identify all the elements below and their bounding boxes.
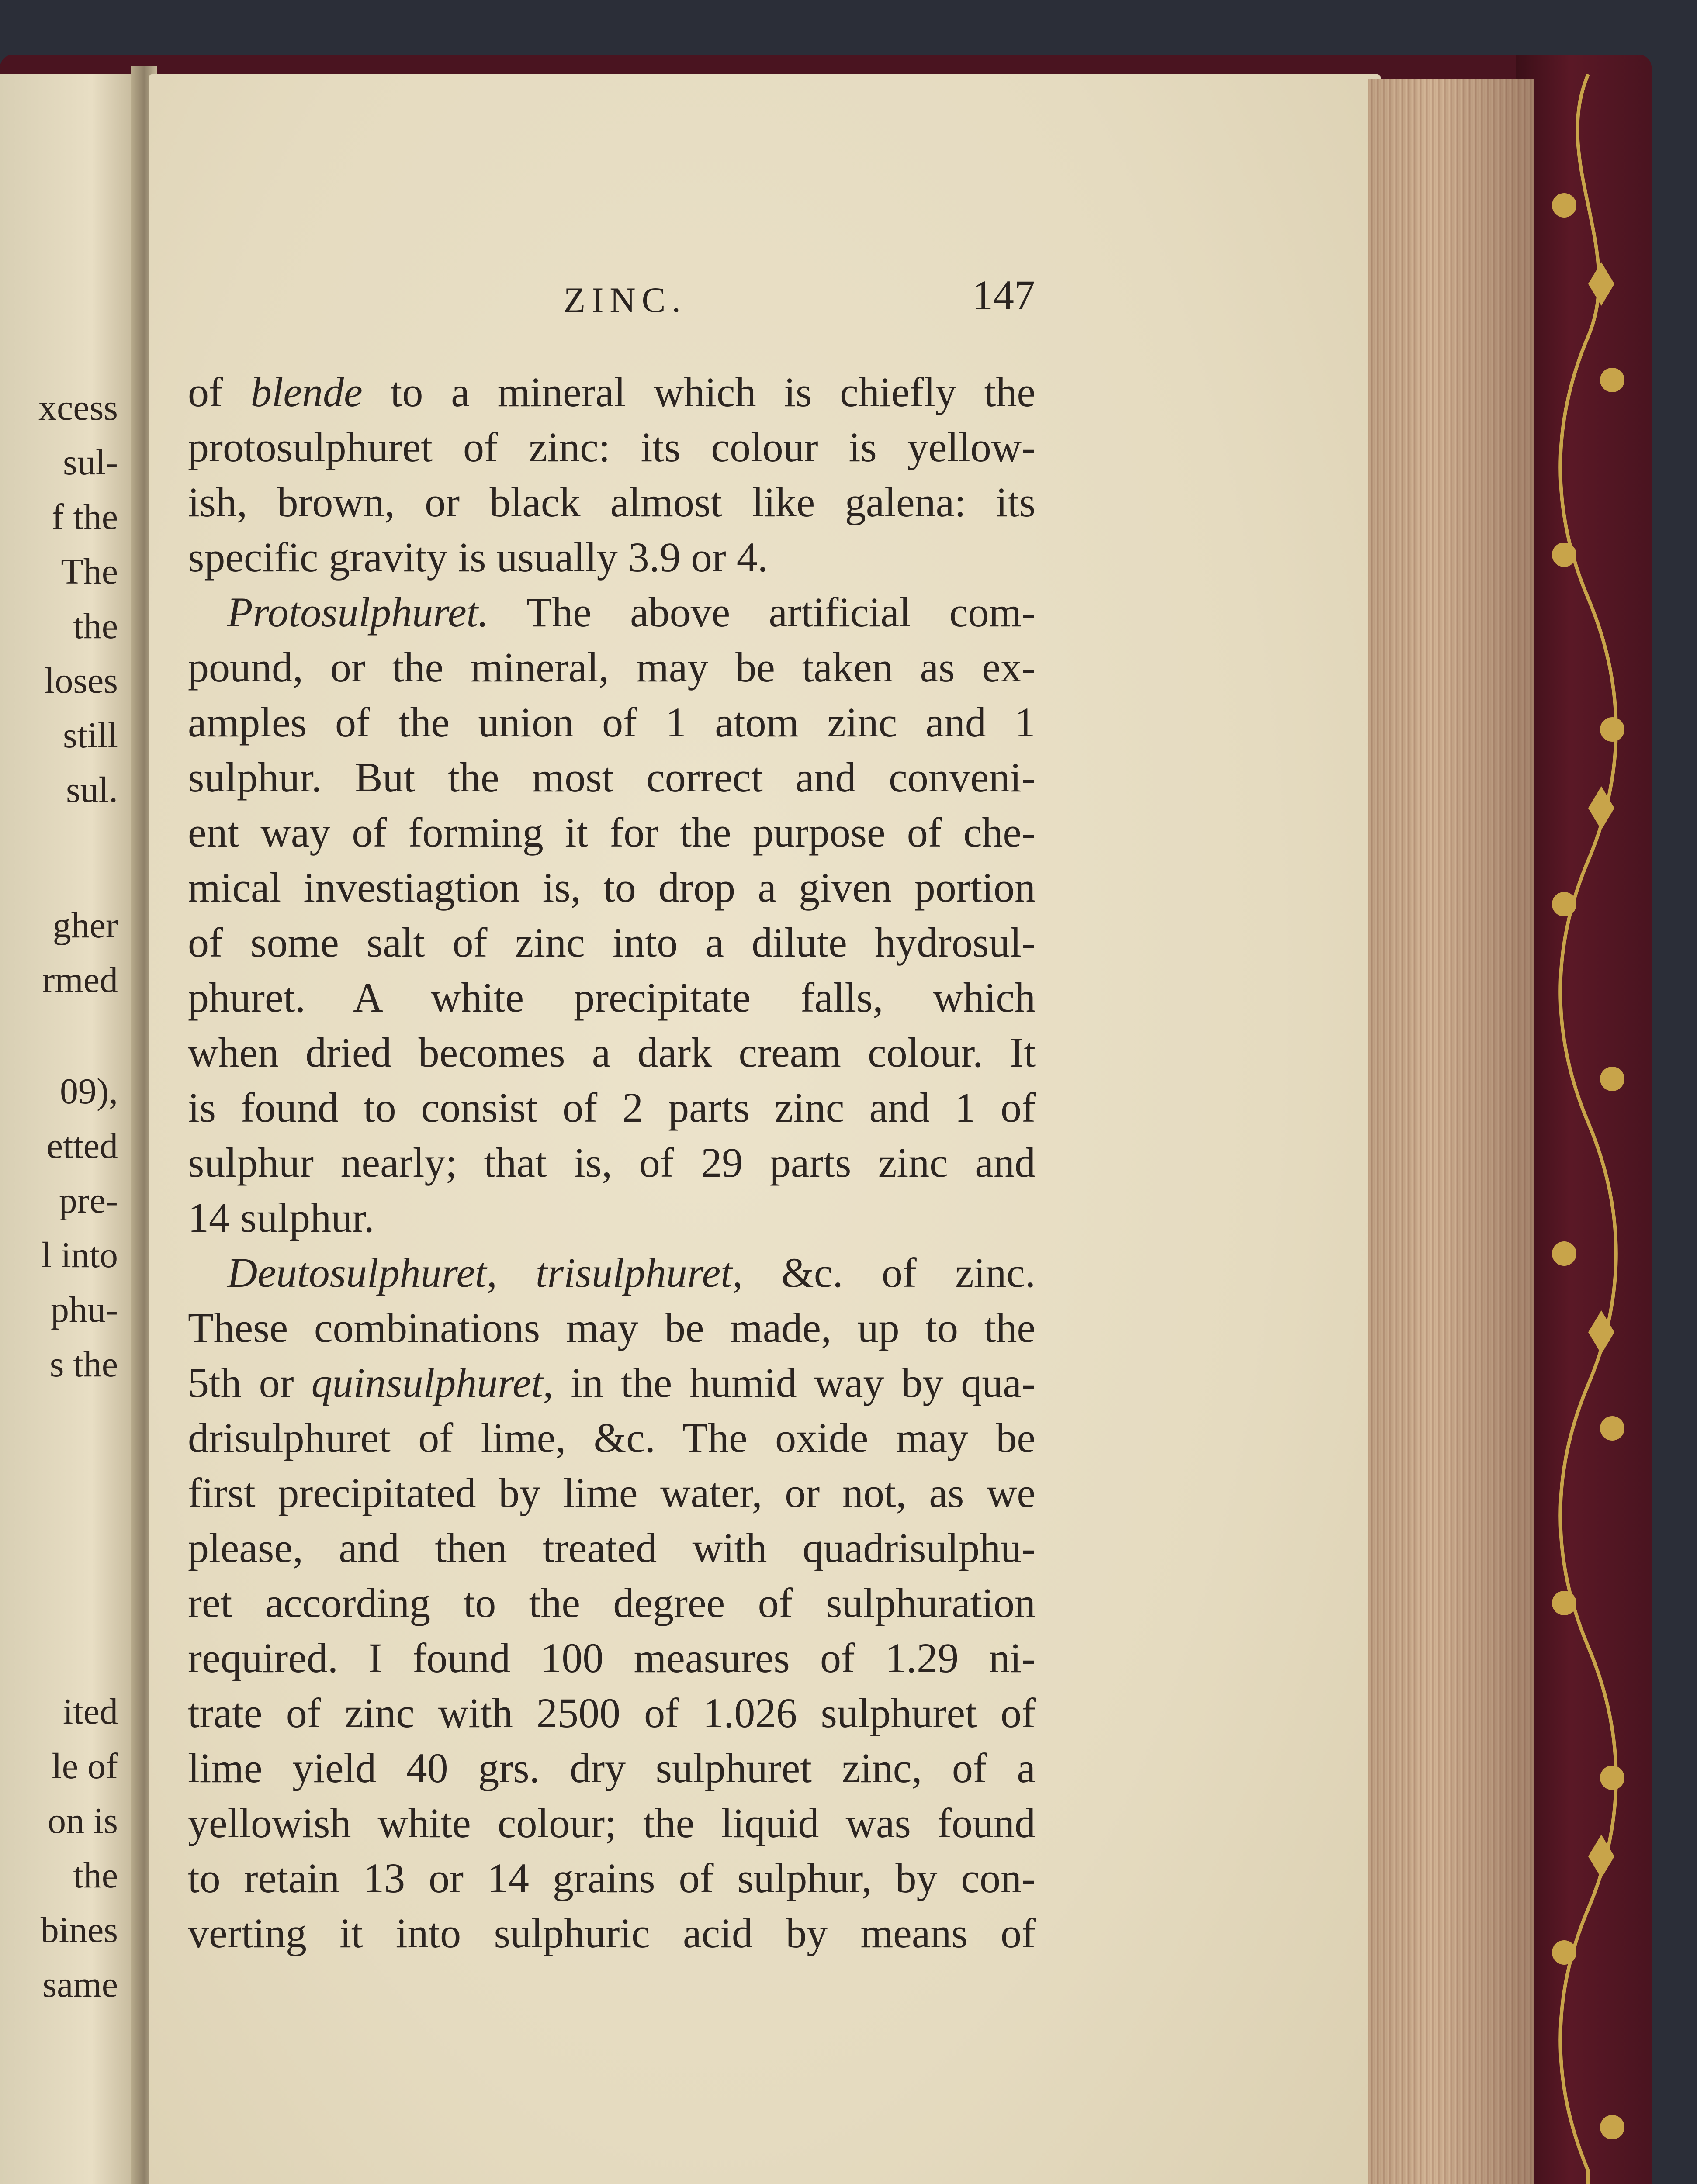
facing-page-line: gher (52, 905, 118, 946)
text-run: to retain 13 or 14 grains of sulphur, by con- (188, 1855, 1036, 1901)
text-line (188, 1906, 1036, 1961)
facing-page-line: le of (52, 1746, 118, 1787)
facing-page-line: the (73, 606, 118, 646)
facing-page-line: The (61, 551, 118, 592)
facing-page-line: rmed (42, 960, 118, 1000)
facing-page-line: s the (49, 1344, 118, 1385)
text-line (188, 585, 1036, 640)
running-head: ZINC. (564, 280, 687, 320)
text-line (188, 475, 1036, 530)
text-line (188, 805, 1036, 860)
text-line (188, 1465, 1036, 1521)
text-line (188, 420, 1036, 475)
facing-page-line: sul. (66, 770, 118, 810)
facing-page-line: ited (63, 1691, 118, 1732)
page-number: 147 (972, 272, 1035, 318)
text-run: specific gravity is usually 3.9 or 4. (188, 534, 768, 581)
text-run: verting it into sulphuric acid by means of (188, 1910, 1036, 1956)
facing-page-left (0, 74, 131, 2184)
text-run: required. I found 100 measures of 1.29 ni- (188, 1635, 1036, 1681)
text-run: phuret. A white precipitate falls, which (188, 974, 1036, 1021)
text-line (188, 640, 1036, 695)
text-line (188, 750, 1036, 805)
text-line (188, 365, 1036, 420)
text-run: protosulphuret of zinc: its colour is yellow- (188, 424, 1036, 470)
text-line (188, 1576, 1036, 1631)
text-run: lime yield 40 grs. dry sulphuret zinc, of a (188, 1745, 1036, 1791)
facing-page-line: same (42, 1964, 118, 2005)
italic-term: Protosulphuret. (227, 589, 489, 636)
text-line (188, 1686, 1036, 1741)
text-run: pound, or the mineral, may be taken as ex- (188, 644, 1036, 691)
text-run: The above artificial com- (488, 589, 1036, 636)
text-run: yellowish white colour; the liquid was found (188, 1800, 1036, 1846)
italic-term: Deutosulphuret, trisulphuret, (227, 1249, 743, 1296)
italic-term: quinsulphuret, (311, 1359, 554, 1406)
text-run: when dried becomes a dark cream colour. It (188, 1029, 1036, 1076)
text-run: first precipitated by lime water, or not, as we (188, 1469, 1036, 1516)
text-line (188, 860, 1036, 915)
text-line (188, 1521, 1036, 1576)
text-run: 5th or (188, 1359, 312, 1406)
text-run: These combinations may be made, up to the (188, 1304, 1036, 1351)
text-run: mical investiagtion is, to drop a given portion (188, 864, 1036, 911)
text-line (188, 1080, 1036, 1135)
text-line (188, 695, 1036, 750)
facing-page-line: 09), (60, 1071, 118, 1112)
text-run: please, and then treated with quadrisulphu- (188, 1524, 1036, 1571)
body-text (188, 365, 1036, 1961)
text-line (188, 530, 1036, 585)
text-line (188, 1025, 1036, 1080)
facing-page-line: phu- (51, 1289, 118, 1330)
text-run: ish, brown, or black almost like galena: its (188, 479, 1036, 525)
facing-page-line: etted (46, 1126, 118, 1166)
facing-page-line: the (73, 1855, 118, 1896)
text-line (188, 1300, 1036, 1355)
text-run: &c. of zinc. (742, 1249, 1036, 1296)
text-run: to a mineral which is chiefly the (362, 369, 1036, 415)
text-line (188, 1355, 1036, 1410)
page-fore-edge-shade (1368, 79, 1534, 2184)
text-run: of (188, 369, 251, 415)
facing-page-line: bines (40, 1910, 118, 1950)
text-line (188, 1796, 1036, 1851)
italic-term: blende (250, 369, 363, 415)
facing-page-line: on is (47, 1800, 118, 1841)
text-run: drisulphuret of lime, &c. The oxide may be (188, 1414, 1036, 1461)
facing-page-line: sul- (63, 442, 118, 483)
text-line (188, 915, 1036, 970)
text-run: ret according to the degree of sulphuration (188, 1579, 1036, 1626)
text-run: amples of the union of 1 atom zinc and 1 (188, 699, 1036, 746)
text-line (188, 1631, 1036, 1686)
text-line (188, 1190, 1036, 1245)
text-line (188, 970, 1036, 1025)
facing-page-line: still (62, 715, 118, 756)
facing-page-line: f the (52, 497, 118, 537)
facing-page-line: pre- (59, 1180, 118, 1221)
text-run: of some salt of zinc into a dilute hydrosul- (188, 919, 1036, 966)
text-run: is found to consist of 2 parts zinc and 1 of (188, 1084, 1036, 1131)
text-line (188, 1410, 1036, 1465)
text-line (188, 1851, 1036, 1906)
facing-page-line: l into (41, 1235, 118, 1275)
text-run: trate of zinc with 2500 of 1.026 sulphuret of (188, 1690, 1036, 1736)
text-run: sulphur. But the most correct and conveni- (188, 754, 1036, 801)
text-line (188, 1135, 1036, 1190)
text-line (188, 1245, 1036, 1300)
text-line (188, 1741, 1036, 1796)
text-run: sulphur nearly; that is, of 29 parts zinc and (188, 1139, 1036, 1186)
text-run: 14 sulphur. (188, 1194, 374, 1241)
text-run: in the humid way by qua- (553, 1359, 1036, 1406)
gilt-floral-border-icon (1538, 74, 1638, 2184)
facing-page-line: xcess (38, 387, 118, 428)
facing-page-line: loses (45, 660, 118, 701)
text-run: ent way of forming it for the purpose of che- (188, 809, 1036, 856)
